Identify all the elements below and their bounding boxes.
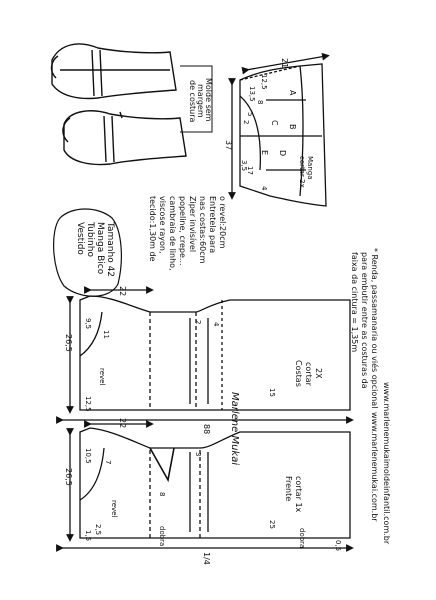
website-1: www.marlenemukai.com.br [370, 412, 379, 522]
back-label-line1: Costas [294, 360, 303, 387]
fabric-line7: Entretela para [208, 196, 217, 254]
back-dim-12-5: 12,5 [84, 396, 92, 412]
sleeve-dim-3-5: 3,5 [240, 160, 248, 172]
sleeve-letter-d: D [278, 150, 287, 157]
fabric-line6: nas costas:60cm [198, 196, 207, 264]
front-label-line1: Frente [284, 476, 293, 502]
back-dim-2: 2 [194, 320, 202, 325]
fabric-line2: viscose rayon, [158, 196, 167, 254]
title-line1: Vestido [75, 222, 85, 255]
fabric-line1: tecido:1,30m de [148, 196, 157, 262]
website-2: www.marlenemukaimoldeinfantil.com.br [382, 382, 391, 545]
fabric-notes [148, 196, 227, 271]
front-dim-1-5: 1,5 [84, 530, 92, 542]
sleeve-letter-e: E [260, 150, 269, 156]
sleeve-dim-5: 5 [246, 112, 254, 117]
back-revel: revel [98, 368, 106, 386]
front-revel: revel [110, 500, 118, 518]
back-label-line2: cortar [304, 362, 313, 386]
front-dobra-1: dobra [158, 526, 166, 547]
dim-88: 88 [202, 424, 211, 435]
front-dim-26-5: 26,5 [64, 468, 73, 486]
sleeve-dim-2: 2 [242, 120, 250, 125]
front-dim-7: 7 [104, 460, 112, 465]
sleeve-label-line1: Manga [306, 156, 314, 180]
sleeve-dim-4: 4 [260, 186, 268, 191]
back-dim-11: 11 [102, 330, 110, 339]
front-dim-2-5: 2,5 [94, 524, 102, 536]
sleeve-dim-37: 37 [224, 140, 233, 151]
sleeve-dim-13-5: 13,5 [248, 86, 256, 102]
fabric-line4: popeline, crepe... [178, 196, 187, 266]
molde-note [180, 66, 213, 132]
title-line2: Tubinho [85, 222, 95, 257]
front-dim-25: 25 [268, 520, 276, 529]
back-piece [60, 290, 350, 420]
front-dobra-2: dobra [298, 528, 306, 549]
dress-sketch-bottom [63, 111, 186, 165]
sleeve-dim-12-5: 12,5 [260, 74, 268, 90]
sleeve-letter-b: B [288, 124, 297, 130]
renda-note-line1: * Renda, passamanaria ou viés opcional [370, 248, 379, 409]
renda-note-line2: para embutir entre as costuras da [360, 252, 369, 389]
title-block [54, 209, 122, 296]
sleeve-label-line2: cortar 2x [298, 156, 306, 188]
title-line3: Manga Bico [95, 222, 105, 275]
renda-note-line3: faixa da cintura = 1,35m [350, 252, 359, 353]
sleeve-dim-17: 17 [246, 166, 254, 175]
fabric-line5: Ziper invisível [188, 196, 197, 253]
front-dim-10-5: 10,5 [84, 448, 92, 464]
back-dim-22: 22 [118, 286, 127, 297]
sleeve-dim-8: 8 [256, 100, 264, 105]
sleeve-pattern [232, 56, 326, 206]
molde-note-line2: margem [196, 84, 205, 118]
back-dim-9-5: 9,5 [84, 318, 92, 330]
back-labels [64, 286, 323, 434]
back-dim-26-5: 26,5 [64, 334, 73, 352]
front-labels [64, 418, 342, 565]
back-dim-4: 4 [212, 322, 220, 327]
dim-1-4: 1/4 [202, 552, 211, 565]
front-dim-3: 3 [194, 452, 202, 457]
fabric-line8: o revel:20cm [218, 196, 227, 249]
sleeve-dim-21: 21 [280, 58, 289, 69]
fabric-line3: cambraia de linho, [168, 196, 177, 271]
front-dim-0-5: 0,5 [334, 540, 342, 552]
sleeve-letter-a: A [288, 90, 297, 96]
sleeve-dims [224, 58, 314, 191]
back-dim-15: 15 [268, 388, 276, 397]
title-line4: Tamanho 42 [105, 222, 115, 278]
molde-note-line1: Molde sem [204, 78, 213, 122]
dress-sketch-top [52, 44, 176, 98]
back-label-line3: 2X [314, 368, 323, 379]
front-label-line2: cortar 1x [294, 476, 303, 513]
renda-note [350, 248, 380, 408]
front-dim-8: 8 [158, 492, 166, 497]
sleeve-letter-c: C [270, 120, 279, 126]
signature: Marlene Mukai [229, 392, 240, 466]
front-dim-22: 22 [118, 418, 127, 429]
molde-note-line3: de costura [188, 80, 197, 123]
